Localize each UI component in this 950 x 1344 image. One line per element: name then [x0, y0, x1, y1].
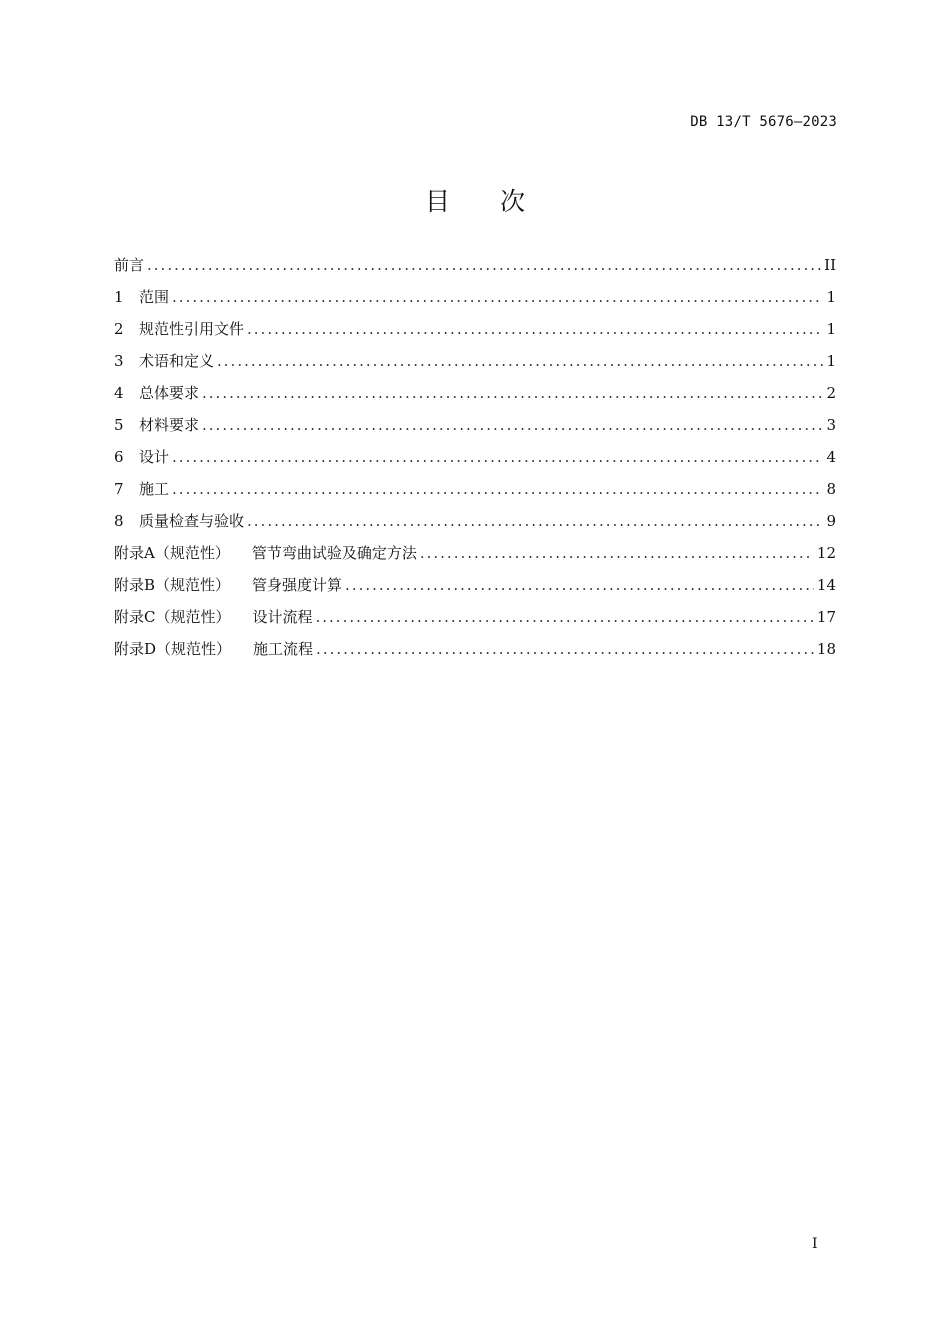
page-title: 目次	[424, 187, 575, 216]
table-of-contents	[114, 254, 836, 670]
toc-entry-5[interactable]	[114, 414, 836, 446]
toc-leader-dots	[247, 320, 823, 338]
toc-entry-number: 5	[114, 416, 124, 434]
toc-entry-page: 2	[826, 384, 836, 402]
toc-entry-page: 8	[826, 480, 836, 498]
toc-entry-page: 12	[816, 544, 836, 562]
toc-entry-page: 14	[816, 576, 836, 594]
toc-entry-label: 管节弯曲试验及确定方法	[251, 544, 417, 562]
toc-entry-number: 1	[114, 288, 124, 306]
toc-entry-label: 施工	[139, 480, 170, 498]
toc-appendix-prefix: 附录D（规范性）	[114, 640, 232, 658]
toc-entry-label: 范围	[139, 288, 170, 306]
toc-entry-page: 3	[826, 416, 836, 434]
toc-entry-page: II	[824, 256, 836, 274]
toc-leader-dots	[202, 384, 823, 402]
toc-entry-number: 2	[114, 320, 124, 338]
toc-entry-label: 术语和定义	[139, 352, 215, 370]
toc-entry-label: 规范性引用文件	[139, 320, 245, 338]
page-number: I	[812, 1236, 818, 1252]
toc-leader-dots	[316, 608, 814, 626]
toc-entry-foreword[interactable]	[114, 254, 836, 286]
toc-entry-appendix-a[interactable]	[114, 542, 836, 574]
toc-entry-label: 前言	[114, 256, 145, 274]
document-code: DB 13/T 5676—2023	[690, 114, 837, 130]
toc-entry-number: 6	[114, 448, 124, 466]
toc-entry-appendix-b[interactable]	[114, 574, 836, 606]
toc-entry-page: 1	[826, 352, 836, 370]
toc-entry-8[interactable]	[114, 510, 836, 542]
toc-entry-label: 设计	[139, 448, 170, 466]
toc-entry-number: 3	[114, 352, 124, 370]
toc-entry-label: 管身强度计算	[252, 576, 343, 594]
toc-entry-appendix-c[interactable]	[114, 606, 836, 638]
toc-entry-appendix-d[interactable]	[114, 638, 836, 670]
toc-appendix-prefix: 附录A（规范性）	[114, 544, 230, 562]
toc-entry-page: 1	[826, 288, 836, 306]
toc-entry-label: 材料要求	[139, 416, 200, 434]
toc-entry-page: 4	[826, 448, 836, 466]
toc-entry-label: 总体要求	[139, 384, 200, 402]
toc-entry-label: 质量检查与验收	[139, 512, 245, 530]
toc-entry-label: 设计流程	[252, 608, 313, 626]
toc-entry-number: 7	[114, 480, 124, 498]
toc-appendix-prefix: 附录B（规范性）	[114, 576, 231, 594]
toc-entry-2[interactable]	[114, 318, 836, 350]
toc-entry-1[interactable]	[114, 286, 836, 318]
toc-entry-page: 1	[826, 320, 836, 338]
toc-leader-dots	[202, 416, 823, 434]
toc-entry-number: 4	[114, 384, 124, 402]
toc-leader-dots	[316, 640, 814, 658]
toc-leader-dots	[172, 448, 823, 466]
toc-entry-page: 9	[826, 512, 836, 530]
toc-leader-dots	[345, 576, 814, 594]
toc-leader-dots	[420, 544, 814, 562]
toc-leader-dots	[172, 288, 823, 306]
toc-leader-dots	[172, 480, 823, 498]
toc-entry-page: 17	[816, 608, 836, 626]
toc-entry-page: 18	[816, 640, 836, 658]
toc-entry-label: 施工流程	[253, 640, 314, 658]
toc-appendix-prefix: 附录C（规范性）	[114, 608, 231, 626]
toc-entry-6[interactable]	[114, 446, 836, 478]
toc-leader-dots	[147, 256, 821, 274]
toc-entry-3[interactable]	[114, 350, 836, 382]
toc-entry-4[interactable]	[114, 382, 836, 414]
toc-leader-dots	[217, 352, 823, 370]
toc-entry-7[interactable]	[114, 478, 836, 510]
toc-entry-number: 8	[114, 512, 124, 530]
toc-leader-dots	[247, 512, 823, 530]
